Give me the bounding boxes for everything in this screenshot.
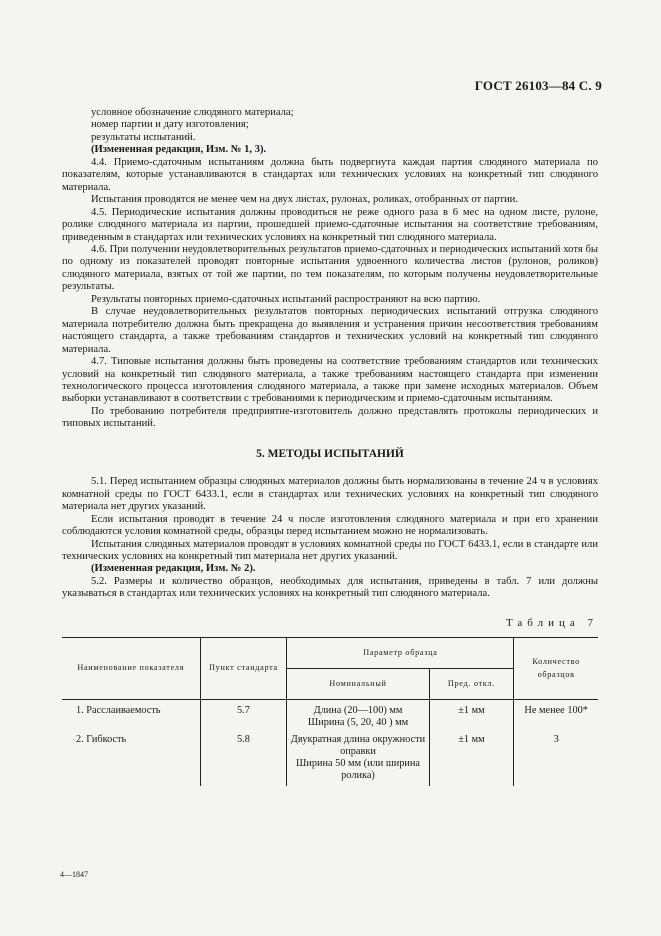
- paragraph: 4.5. Периодические испытания должны проводиться не реже одного раза в 6 мес на одном листе, рулоне, ролике слюдяного материала из партии, прошедшей приемо-сдаточные испытания на соответствие требованиям, приведенным в стандартах или технических условиях на конкретный тип слюдяного материала.: [62, 206, 598, 243]
- paragraphs-bottom: [62, 476, 598, 601]
- cell-nominal: Длина (20—100) мм Ширина (5, 20, 40 ) мм: [287, 700, 429, 730]
- page-header: ГОСТ 26103—84 С. 9: [474, 78, 602, 93]
- paragraph: результаты испытаний.: [91, 131, 196, 143]
- paragraph: Испытания проводятся не менее чем на двух листах, рулонах, роликах, отобранных от партии.: [91, 194, 518, 206]
- table-caption: Таблица 7: [505, 616, 598, 629]
- cell-clause: 5.8: [200, 729, 287, 786]
- cell-count: 3: [514, 729, 598, 786]
- paragraph: (Измененная редакция, Изм. № 1, 3).: [91, 144, 267, 156]
- paragraph: 5.2. Размеры и количество образцов, необходимых для испытания, приведены в табл. 7 или должны указываться в стандартах или технических условиях на конкретный тип слюдяного материала.: [62, 575, 598, 600]
- page-content: [62, 107, 598, 786]
- paragraph: По требованию потребителя предприятие-изготовитель должно представлять протоколы периодических и типовых испытаний.: [62, 405, 598, 430]
- paragraphs-top: [62, 107, 598, 431]
- paragraph: В случае неудовлетворительных результатов повторных периодических испытаний отгрузка слюдяного материала потребителю должна быть прекращена до выявления и устранения причин несоответствия требованиям настоящего стандарта, а также требованиям стандартов и технических условий на конкретный тип слюдяного материала.: [62, 306, 598, 355]
- paragraph: Результаты повторных приемо-сдаточных испытаний распространяют на всю партию.: [91, 293, 481, 305]
- header-name: Наименование показателя: [62, 638, 200, 700]
- section-title: 5. МЕТОДЫ ИСПЫТАНИЙ: [256, 447, 404, 460]
- table-7: [62, 637, 598, 786]
- cell-count: Не менее 100*: [514, 700, 598, 730]
- paragraph: 4.4. Приемо-сдаточным испытаниям должна быть подвергнута каждая партия слюдяного материала по показателям, которые устанавливаются в стандартах или технических условиях на конкретный тип слюдяного материала.: [62, 156, 598, 193]
- table-row: [62, 729, 598, 786]
- cell-tolerance: ±1 мм: [429, 729, 514, 786]
- header-count: Количество образцов: [514, 638, 598, 700]
- cell-name: 2. Гибкость: [76, 734, 127, 746]
- header-tolerance: Пред. откл.: [429, 669, 514, 700]
- paragraph: 5.1. Перед испытанием образцы слюдяных материалов должны быть нормализованы в течение 24 ч в условиях комнатной среды по ГОСТ 6433.1, если в стандартах или технических условиях на конкретный тип слюдяного материала нет других указаний.: [62, 476, 598, 513]
- cell-tolerance: ±1 мм: [429, 700, 514, 730]
- paragraph: номер партии и дату изготовления;: [91, 119, 249, 131]
- header-clause: Пункт стандарта: [200, 638, 287, 700]
- paragraph: условное обозначение слюдяного материала;: [91, 107, 294, 118]
- paragraph: 4.6. При получении неудовлетворительных результатов приемо-сдаточных и периодических испытаний хотя бы по одному из показателей проводят повторные испытания удвоенного количества листов (рулонов, роликов) слюдяного материала, взятых от той же партии, по тем показателям, по которым получены неудовлетворительные результаты.: [62, 243, 598, 293]
- cell-name: 1. Расслаиваемость: [76, 705, 161, 717]
- page-footer: 4—1847: [60, 870, 88, 879]
- paragraph: Если испытания проводят в течение 24 ч после изготовления слюдяного материала и при его хранении соблюдаются условия комнатной среды, образцы перед испытанием можно не нормализовать.: [62, 513, 598, 538]
- cell-clause: 5.7: [200, 700, 287, 730]
- table-row: [62, 700, 598, 730]
- paragraph: Испытания слюдяных материалов проводят в условиях комнатной среды по ГОСТ 6433.1, если в стандарте или технических условиях на конкретный тип материала нет других указаний.: [62, 538, 598, 562]
- paragraph: (Измененная редакция, Изм. № 2).: [91, 563, 256, 575]
- header-param: Параметр образца: [287, 638, 514, 669]
- table-body: [62, 700, 598, 787]
- header-nominal: Номинальный: [287, 669, 429, 700]
- paragraph: 4.7. Типовые испытания должны быть проведены на соответствие требованиям стандартов или технических условий на конкретный тип слюдяного материала, а также требованиям настоящего стандарта при изменении технологического процесса изготовления слюдяного материала, а также при замене исходных материалов. Объем выборки устанавливают в соответствии с требованиями к периодическим и приемо-сдаточным испытаниям.: [62, 356, 598, 405]
- cell-nominal: Двукратная длина окружности оправки Ширина 50 мм (или ширина ролика): [287, 729, 429, 786]
